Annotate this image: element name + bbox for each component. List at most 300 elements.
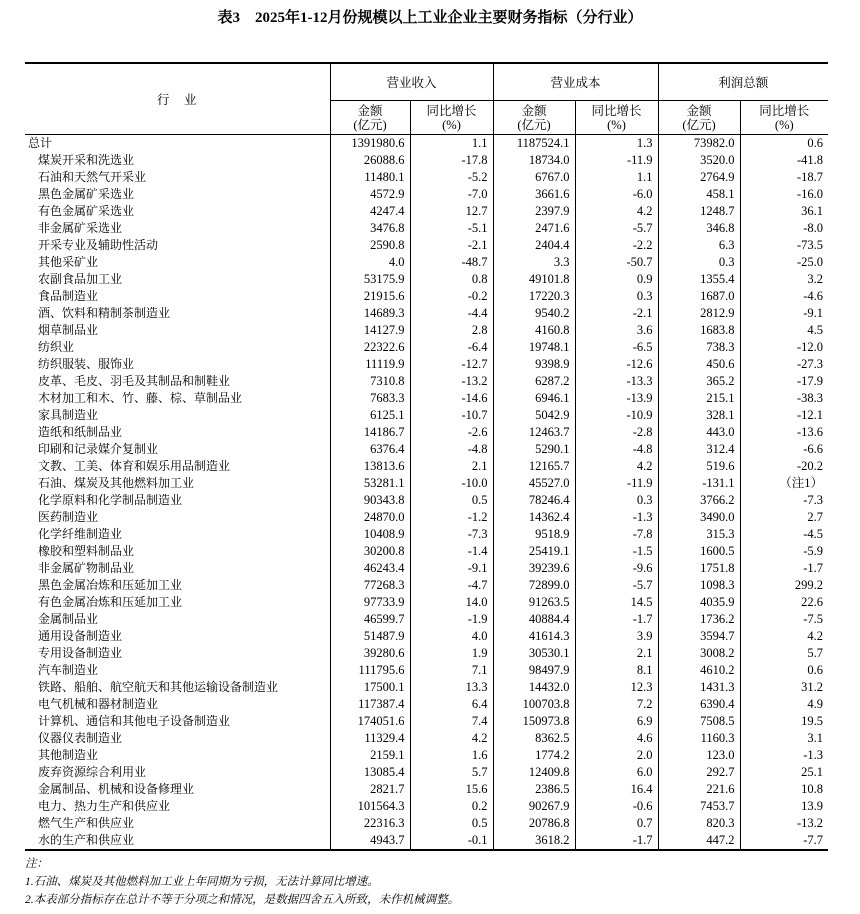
financial-indicators-table bbox=[25, 62, 828, 851]
cost-amount-header bbox=[493, 101, 575, 135]
value-cell: 3520.0 bbox=[658, 152, 740, 169]
industry-column-header: 行 业 bbox=[25, 63, 330, 135]
value-cell: 292.7 bbox=[658, 764, 740, 781]
revenue-growth-header bbox=[410, 101, 493, 135]
value-cell: 97733.9 bbox=[330, 594, 410, 611]
table-row bbox=[25, 424, 828, 441]
table-row bbox=[25, 611, 828, 628]
value-cell: 0.3 bbox=[575, 288, 658, 305]
value-cell: 90267.9 bbox=[493, 798, 575, 815]
value-cell: 45527.0 bbox=[493, 475, 575, 492]
value-cell: 6.9 bbox=[575, 713, 658, 730]
table-row bbox=[25, 628, 828, 645]
value-cell: -10.7 bbox=[410, 407, 493, 424]
value-cell: 40884.4 bbox=[493, 611, 575, 628]
value-cell: -1.7 bbox=[803, 561, 824, 575]
value-cell: -11.9 bbox=[575, 152, 658, 169]
growth-unit: (%) bbox=[607, 117, 626, 132]
table-row bbox=[25, 322, 828, 339]
value-cell: 7.4 bbox=[410, 713, 493, 730]
value-cell: 17500.1 bbox=[330, 679, 410, 696]
industry-name: 铁路、船舶、航空航天和其他运输设备制造业 bbox=[25, 679, 330, 696]
value-cell: 6767.0 bbox=[493, 169, 575, 186]
value-cell: 2812.9 bbox=[658, 305, 740, 322]
value-cell: 2386.5 bbox=[493, 781, 575, 798]
table-row bbox=[25, 781, 828, 798]
value-cell: 14689.3 bbox=[330, 305, 410, 322]
value-cell: 5.7 bbox=[410, 764, 493, 781]
industry-name: 农副食品加工业 bbox=[25, 271, 330, 288]
revenue-amount-header bbox=[330, 101, 410, 135]
industry-name: 化学原料和化学制品制造业 bbox=[25, 492, 330, 509]
value-cell: -1.7 bbox=[575, 611, 658, 628]
industry-name: 木材加工和木、竹、藤、棕、草制品业 bbox=[25, 390, 330, 407]
industry-name: 石油和天然气开采业 bbox=[25, 169, 330, 186]
industry-name: 皮革、毛皮、羽毛及其制品和制鞋业 bbox=[25, 373, 330, 390]
value-cell: -4.8 bbox=[410, 441, 493, 458]
industry-name: 废弃资源综合利用业 bbox=[25, 764, 330, 781]
value-cell: -13.3 bbox=[575, 373, 658, 390]
value-cell: 0.6 bbox=[807, 663, 824, 677]
value-cell: 6125.1 bbox=[330, 407, 410, 424]
value-cell: 3661.6 bbox=[493, 186, 575, 203]
value-cell: -5.7 bbox=[575, 220, 658, 237]
value-cell: 4.0 bbox=[330, 254, 410, 271]
value-cell: 7.2 bbox=[575, 696, 658, 713]
value-cell: 443.0 bbox=[658, 424, 740, 441]
table-row bbox=[25, 645, 828, 662]
value-cell: 14432.0 bbox=[493, 679, 575, 696]
value-cell: 1.3 bbox=[575, 135, 658, 153]
value-cell: -5.7 bbox=[575, 577, 658, 594]
value-cell: 4610.2 bbox=[658, 662, 740, 679]
value-cell: 19748.1 bbox=[493, 339, 575, 356]
value-cell: 2159.1 bbox=[330, 747, 410, 764]
value-cell: 53175.9 bbox=[330, 271, 410, 288]
value-cell: 100703.8 bbox=[493, 696, 575, 713]
table-row bbox=[25, 339, 828, 356]
table-row bbox=[25, 560, 828, 577]
value-cell: 2590.8 bbox=[330, 237, 410, 254]
industry-name: 印刷和记录媒介复制业 bbox=[25, 441, 330, 458]
value-cell: 0.3 bbox=[575, 492, 658, 509]
table-title: 表3 2025年1-12月份规模以上工业企业主要财务指标（分行业） bbox=[217, 10, 643, 26]
table-row bbox=[25, 713, 828, 730]
value-cell: -48.7 bbox=[410, 254, 493, 271]
value-cell: 4943.7 bbox=[330, 832, 410, 850]
value-cell: 2.0 bbox=[575, 747, 658, 764]
value-cell: 10.8 bbox=[801, 782, 824, 796]
value-cell: 13813.6 bbox=[330, 458, 410, 475]
industry-name: 其他采矿业 bbox=[25, 254, 330, 271]
value-cell: 3.6 bbox=[575, 322, 658, 339]
value-cell: 11480.1 bbox=[330, 169, 410, 186]
table-row bbox=[25, 390, 828, 407]
industry-name: 燃气生产和供应业 bbox=[25, 815, 330, 832]
value-cell: 0.5 bbox=[410, 492, 493, 509]
value-cell: 18734.0 bbox=[493, 152, 575, 169]
industry-name: 文教、工美、体育和娱乐用品制造业 bbox=[25, 458, 330, 475]
value-cell: 12409.8 bbox=[493, 764, 575, 781]
profit-growth-header bbox=[740, 101, 828, 135]
value-cell: 72899.0 bbox=[493, 577, 575, 594]
value-cell: 39280.6 bbox=[330, 645, 410, 662]
industry-name: 黑色金属矿采选业 bbox=[25, 186, 330, 203]
value-cell: 4572.9 bbox=[330, 186, 410, 203]
table-row bbox=[25, 543, 828, 560]
value-cell: -17.9 bbox=[797, 374, 824, 388]
value-cell: -2.6 bbox=[410, 424, 493, 441]
value-cell: 49101.8 bbox=[493, 271, 575, 288]
industry-name: 非金属矿采选业 bbox=[25, 220, 330, 237]
value-cell: 150973.8 bbox=[493, 713, 575, 730]
value-cell: -10.9 bbox=[575, 407, 658, 424]
table-row bbox=[25, 152, 828, 169]
industry-name: 有色金属冶炼和压延加工业 bbox=[25, 594, 330, 611]
industry-name: 纺织业 bbox=[25, 339, 330, 356]
value-cell: 7.1 bbox=[410, 662, 493, 679]
value-cell: -1.3 bbox=[575, 509, 658, 526]
value-cell: 6390.4 bbox=[658, 696, 740, 713]
value-cell: 8.1 bbox=[575, 662, 658, 679]
value-cell: -6.4 bbox=[410, 339, 493, 356]
amount-label: 金额 bbox=[357, 103, 383, 118]
table-row bbox=[25, 815, 828, 832]
table-row bbox=[25, 441, 828, 458]
value-cell: 328.1 bbox=[658, 407, 740, 424]
value-cell: -20.2 bbox=[797, 459, 824, 473]
value-cell: 77268.3 bbox=[330, 577, 410, 594]
value-cell: 1751.8 bbox=[658, 560, 740, 577]
value-cell: 2.1 bbox=[575, 645, 658, 662]
value-cell: 22322.6 bbox=[330, 339, 410, 356]
industry-name: 纺织服装、服饰业 bbox=[25, 356, 330, 373]
value-cell: 16.4 bbox=[575, 781, 658, 798]
value-cell: 1248.7 bbox=[658, 203, 740, 220]
industry-name: 专用设备制造业 bbox=[25, 645, 330, 662]
value-cell: -12.7 bbox=[410, 356, 493, 373]
value-cell: 12.7 bbox=[410, 203, 493, 220]
value-cell: 13.3 bbox=[410, 679, 493, 696]
value-cell: 19.5 bbox=[801, 714, 824, 728]
value-cell: -5.1 bbox=[410, 220, 493, 237]
group-header-operating-revenue: 营业收入 bbox=[330, 63, 493, 101]
value-cell: 3.2 bbox=[807, 272, 824, 286]
industry-name: 家具制造业 bbox=[25, 407, 330, 424]
value-cell: -0.6 bbox=[575, 798, 658, 815]
value-cell: -38.3 bbox=[797, 391, 824, 405]
value-cell: 0.7 bbox=[575, 815, 658, 832]
table-row bbox=[25, 373, 828, 390]
value-cell: 6946.1 bbox=[493, 390, 575, 407]
value-cell: 6287.2 bbox=[493, 373, 575, 390]
value-cell: 117387.4 bbox=[330, 696, 410, 713]
value-cell: 1774.2 bbox=[493, 747, 575, 764]
value-cell: 11119.9 bbox=[330, 356, 410, 373]
table-row bbox=[25, 305, 828, 322]
value-cell: 2.1 bbox=[410, 458, 493, 475]
value-cell: 17220.3 bbox=[493, 288, 575, 305]
value-cell: 9540.2 bbox=[493, 305, 575, 322]
value-cell: -41.8 bbox=[797, 153, 824, 167]
value-cell: 13085.4 bbox=[330, 764, 410, 781]
value-cell: 1.1 bbox=[410, 135, 493, 153]
table-row bbox=[25, 254, 828, 271]
value-cell: 91263.5 bbox=[493, 594, 575, 611]
table-row bbox=[25, 271, 828, 288]
industry-name: 汽车制造业 bbox=[25, 662, 330, 679]
value-cell: 7310.8 bbox=[330, 373, 410, 390]
value-cell: 1098.3 bbox=[658, 577, 740, 594]
industry-name: 电力、热力生产和供应业 bbox=[25, 798, 330, 815]
value-cell: -4.8 bbox=[575, 441, 658, 458]
value-cell: 1391980.6 bbox=[330, 135, 410, 153]
table-row bbox=[25, 662, 828, 679]
value-cell: -1.5 bbox=[575, 543, 658, 560]
value-cell: 98497.9 bbox=[493, 662, 575, 679]
value-cell: -12.6 bbox=[575, 356, 658, 373]
value-cell: 519.6 bbox=[658, 458, 740, 475]
table-row bbox=[25, 458, 828, 475]
value-cell: 101564.3 bbox=[330, 798, 410, 815]
value-cell: -9.1 bbox=[803, 306, 824, 320]
value-cell: 10408.9 bbox=[330, 526, 410, 543]
value-cell: 39239.6 bbox=[493, 560, 575, 577]
industry-name: 石油、煤炭及其他燃料加工业 bbox=[25, 475, 330, 492]
industry-name: 酒、饮料和精制茶制造业 bbox=[25, 305, 330, 322]
value-cell: -1.3 bbox=[803, 748, 824, 762]
value-cell: 3490.0 bbox=[658, 509, 740, 526]
value-cell: -25.0 bbox=[797, 255, 824, 269]
industry-name: 食品制造业 bbox=[25, 288, 330, 305]
value-cell: 6.0 bbox=[575, 764, 658, 781]
value-cell: 4.2 bbox=[410, 730, 493, 747]
industry-name: 有色金属矿采选业 bbox=[25, 203, 330, 220]
value-cell: 1683.8 bbox=[658, 322, 740, 339]
value-cell: 2821.7 bbox=[330, 781, 410, 798]
industry-name: 造纸和纸制品业 bbox=[25, 424, 330, 441]
table-body bbox=[25, 135, 828, 851]
value-cell: -131.1 bbox=[658, 475, 740, 492]
growth-unit: (%) bbox=[774, 117, 794, 132]
value-cell: 174051.6 bbox=[330, 713, 410, 730]
value-cell: 6.4 bbox=[410, 696, 493, 713]
value-cell: -7.0 bbox=[410, 186, 493, 203]
value-cell: 24870.0 bbox=[330, 509, 410, 526]
industry-name: 电气机械和器材制造业 bbox=[25, 696, 330, 713]
value-cell: -1.2 bbox=[410, 509, 493, 526]
value-cell: 12.3 bbox=[575, 679, 658, 696]
industry-name: 仪器仪表制造业 bbox=[25, 730, 330, 747]
value-cell: -13.2 bbox=[797, 816, 824, 830]
table-row bbox=[25, 594, 828, 611]
value-cell: 90343.8 bbox=[330, 492, 410, 509]
value-cell: 1.6 bbox=[410, 747, 493, 764]
table-row bbox=[25, 288, 828, 305]
value-cell: 5290.1 bbox=[493, 441, 575, 458]
value-cell: 5.7 bbox=[807, 646, 824, 660]
note-item: 2.本表部分指标存在总计不等于分项之和情况，是数据四舍五入所致，未作机械调整。 bbox=[25, 894, 460, 906]
value-cell: 14.0 bbox=[410, 594, 493, 611]
value-cell: 2471.6 bbox=[493, 220, 575, 237]
value-cell: -13.6 bbox=[797, 425, 824, 439]
table-row bbox=[25, 492, 828, 509]
industry-name: 计算机、通信和其他电子设备制造业 bbox=[25, 713, 330, 730]
value-cell: 3618.2 bbox=[493, 832, 575, 850]
table-row bbox=[25, 169, 828, 186]
value-cell: 0.5 bbox=[410, 815, 493, 832]
value-cell: 4035.9 bbox=[658, 594, 740, 611]
value-cell: 2.8 bbox=[410, 322, 493, 339]
value-cell: 14362.4 bbox=[493, 509, 575, 526]
amount-label: 金额 bbox=[686, 103, 712, 118]
industry-name: 其他制造业 bbox=[25, 747, 330, 764]
industry-name: 开采专业及辅助性活动 bbox=[25, 237, 330, 254]
value-cell: -4.6 bbox=[803, 289, 824, 303]
value-cell: -11.9 bbox=[575, 475, 658, 492]
table-row bbox=[25, 135, 828, 153]
value-cell: -16.0 bbox=[797, 187, 824, 201]
value-cell: -50.7 bbox=[575, 254, 658, 271]
value-cell: 53281.1 bbox=[330, 475, 410, 492]
value-cell: 215.1 bbox=[658, 390, 740, 407]
value-cell: 111795.6 bbox=[330, 662, 410, 679]
value-cell: 3766.2 bbox=[658, 492, 740, 509]
value-cell: 2764.9 bbox=[658, 169, 740, 186]
value-cell: 1160.3 bbox=[658, 730, 740, 747]
value-cell: 30530.1 bbox=[493, 645, 575, 662]
industry-name: 通用设备制造业 bbox=[25, 628, 330, 645]
table-row bbox=[25, 237, 828, 254]
value-cell: -1.9 bbox=[410, 611, 493, 628]
value-cell: 5042.9 bbox=[493, 407, 575, 424]
value-cell: 346.8 bbox=[658, 220, 740, 237]
value-cell: 4.9 bbox=[807, 697, 824, 711]
value-cell: -2.1 bbox=[575, 305, 658, 322]
value-cell: 3.3 bbox=[493, 254, 575, 271]
value-cell: 1431.3 bbox=[658, 679, 740, 696]
value-cell: 447.2 bbox=[658, 832, 740, 850]
industry-name: 橡胶和塑料制品业 bbox=[25, 543, 330, 560]
value-cell: -8.0 bbox=[803, 221, 824, 235]
table-row bbox=[25, 730, 828, 747]
value-cell: -4.7 bbox=[410, 577, 493, 594]
table-row bbox=[25, 577, 828, 594]
value-cell: 4247.4 bbox=[330, 203, 410, 220]
value-cell: 3476.8 bbox=[330, 220, 410, 237]
value-cell: -7.7 bbox=[803, 833, 824, 847]
value-cell: -13.9 bbox=[575, 390, 658, 407]
value-cell: 0.2 bbox=[410, 798, 493, 815]
value-cell: 22.6 bbox=[801, 595, 824, 609]
value-cell: 14127.9 bbox=[330, 322, 410, 339]
value-cell: -5.9 bbox=[803, 544, 824, 558]
table-row bbox=[25, 679, 828, 696]
value-cell: 7453.7 bbox=[658, 798, 740, 815]
cost-growth-header bbox=[575, 101, 658, 135]
value-cell: -7.3 bbox=[803, 493, 824, 507]
value-cell: 2397.9 bbox=[493, 203, 575, 220]
value-cell: 1187524.1 bbox=[493, 135, 575, 153]
table-row bbox=[25, 509, 828, 526]
value-cell: -1.4 bbox=[410, 543, 493, 560]
value-cell: -7.8 bbox=[575, 526, 658, 543]
value-cell: -12.1 bbox=[797, 408, 824, 422]
value-cell: -18.7 bbox=[797, 170, 824, 184]
value-cell: -2.8 bbox=[575, 424, 658, 441]
value-cell: 1736.2 bbox=[658, 611, 740, 628]
value-cell: 0.3 bbox=[658, 254, 740, 271]
group-header-operating-cost: 营业成本 bbox=[493, 63, 658, 101]
value-cell: 15.6 bbox=[410, 781, 493, 798]
notes-heading: 注： bbox=[25, 858, 48, 870]
amount-unit: (亿元) bbox=[682, 117, 716, 132]
value-cell: 0.8 bbox=[410, 271, 493, 288]
value-cell: 299.2 bbox=[794, 578, 824, 592]
value-cell: 51487.9 bbox=[330, 628, 410, 645]
value-cell: 2.7 bbox=[807, 510, 824, 524]
table-row bbox=[25, 220, 828, 237]
value-cell: 6376.4 bbox=[330, 441, 410, 458]
value-cell: 1.1 bbox=[575, 169, 658, 186]
value-cell: 13.9 bbox=[801, 799, 824, 813]
amount-label: 金额 bbox=[521, 103, 547, 118]
value-cell: 14186.7 bbox=[330, 424, 410, 441]
value-cell: -2.2 bbox=[575, 237, 658, 254]
value-cell: 46599.7 bbox=[330, 611, 410, 628]
value-cell: 3.9 bbox=[575, 628, 658, 645]
value-cell: -4.5 bbox=[803, 527, 824, 541]
value-cell: 0.9 bbox=[575, 271, 658, 288]
value-cell: 2404.4 bbox=[493, 237, 575, 254]
value-cell: 25419.1 bbox=[493, 543, 575, 560]
industry-name: 金属制品、机械和设备修理业 bbox=[25, 781, 330, 798]
value-cell: 78246.4 bbox=[493, 492, 575, 509]
value-cell: 1687.0 bbox=[658, 288, 740, 305]
industry-name: 煤炭开采和洗选业 bbox=[25, 152, 330, 169]
value-cell: 30200.8 bbox=[330, 543, 410, 560]
growth-label: 同比增长 bbox=[759, 103, 810, 118]
notes-list bbox=[25, 873, 860, 909]
value-cell: -12.0 bbox=[797, 340, 824, 354]
value-cell: -9.1 bbox=[410, 560, 493, 577]
value-cell: 36.1 bbox=[801, 204, 824, 218]
value-cell: -7.5 bbox=[803, 612, 824, 626]
value-cell: 4.2 bbox=[575, 458, 658, 475]
table-row bbox=[25, 526, 828, 543]
value-cell: 6.3 bbox=[658, 237, 740, 254]
value-cell: -5.2 bbox=[410, 169, 493, 186]
industry-name: 烟草制品业 bbox=[25, 322, 330, 339]
value-cell: 7508.5 bbox=[658, 713, 740, 730]
industry-name: 化学纤维制造业 bbox=[25, 526, 330, 543]
note-item: 1.石油、煤炭及其他燃料加工业上年同期为亏损，无法计算同比增速。 bbox=[25, 876, 379, 888]
group-header-row bbox=[25, 63, 828, 101]
value-cell: -2.1 bbox=[410, 237, 493, 254]
value-cell: 21915.6 bbox=[330, 288, 410, 305]
value-cell: -4.4 bbox=[410, 305, 493, 322]
industry-name: 水的生产和供应业 bbox=[25, 832, 330, 850]
industry-name: 非金属矿物制品业 bbox=[25, 560, 330, 577]
value-cell: 14.5 bbox=[575, 594, 658, 611]
value-cell: 450.6 bbox=[658, 356, 740, 373]
value-cell: 3.1 bbox=[807, 731, 824, 745]
value-cell: 46243.4 bbox=[330, 560, 410, 577]
table-row bbox=[25, 407, 828, 424]
growth-unit: (%) bbox=[442, 117, 461, 132]
value-cell: 73982.0 bbox=[658, 135, 740, 153]
value-cell: -9.6 bbox=[575, 560, 658, 577]
